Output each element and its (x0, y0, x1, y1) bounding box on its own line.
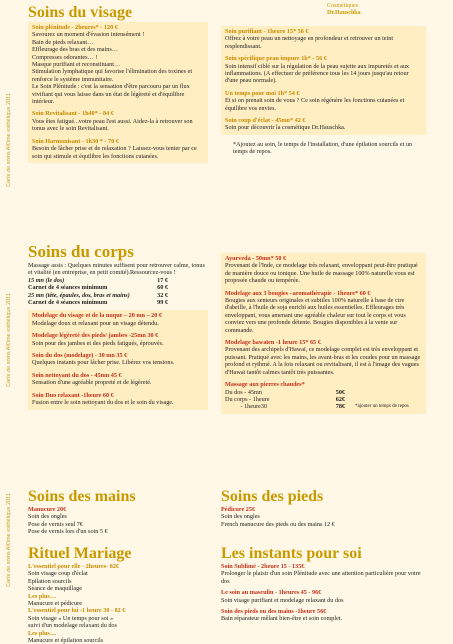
corps-item: Modelage aux 3 bougies –aromathérapie - 1heure* 60 € Bougies aux senteurs originales et subtiles 100% naturelle à base de cire d'abeille, à l'huile de soja enrichi aux huiles essentielles. Effleurages très enveloppant, vous amenant une agréable chaleur sur tout le corps et vous conviez vers une profonde détente. Bougies disponibles à la vente sur commande. (225, 289, 406, 334)
corps-title: Soins du corps (28, 242, 134, 261)
visage-item: Soin coup d'éclat - 45mn* 42 € Soin pour découvrir la cosmétique Dr.Hauschka. (225, 117, 346, 132)
corps-item: Modelage du visage et de la nuque – 20 mn – 20 € Modelage doux et relaxant pour un visage détendu. (32, 312, 162, 327)
visage-item: Soin Revitalisant - 1h40* - 84 € Vous êtes fatigué...votre peau l'est aussi. Aidez-la à retrouver son tonus avec le soin Revitalisant. (32, 110, 193, 133)
instants-section: Les instants pour soi Soin Sublimé - 2heure 15 - 135€ Prolonger le plaisir d'un soin Plénitude avec une attention particulière pour votre dos Le soin au masculin - 1heures 45 - 96€ Soin visage purifiant et modelage relaxant du dos Soin des pieds ou des mains -1heure 56€ Bain réparateur mêlant bien-être et soin complet. (221, 545, 426, 628)
visage-item: Soin purifiant - 1heure 15* 56 € Offrez à votre peau un nettoyage en profondeur et retrouver un teint resplendissant. (225, 28, 394, 50)
visage-item: Un temps pour moi 1h* 54 € Et si on prenait soin de vous ? Ce soin régénère les fonctions cutanées et équilibre vos envies. (225, 89, 405, 112)
corps-item: Massage aux pierres chaudes* Du dos - 45mn 50€ Du corps - 1heure 62€ - 1heure30 78€ *ajouter un temps de repos (225, 381, 409, 411)
pieds-title: Soins des pieds (221, 488, 324, 505)
corps-item: Soin nettoyant du dos - 45mn 45 € Sensation d'une agréable propreté et de légèreté. (32, 371, 152, 387)
mariage-section: Rituel Mariage L'essentiel pour elle - 2heures- 82€ Soin visage coup d'éclat Epilation sourcils Séance de maquillage Les plus… Manucure et pédicure L'essentiel pour lui -1 heure 30 - 82 € Soin visage « Un temps pour soi » suivi d'un modelage relaxant du dos Les plus… Manucure et épilation sourcils (28, 545, 208, 644)
corps-item: Soin du dos (modelage) - 30 mn 35 € Quelques instants pour lâcher prise. Libérez vos tensions. (32, 352, 175, 367)
instants-title: Les instants pour soi (221, 545, 362, 562)
pieds-section: Soins des pieds Pédicure 25€ Soin des ongles French manucure des pieds ou des mains 12 € (221, 488, 426, 533)
visage-right (221, 26, 426, 156)
corps-item: Ayurveda - 50mn* 50 € Provenant de l'Inde, ce modelage très relaxant, enveloppant peut-être pratiqué de manière douce ou tonique. Une huile de massage 100% naturelle vous est proposée chaude ou tempérée. (225, 255, 418, 285)
visage-title: Soins du visage (28, 4, 133, 21)
corps-right-box (221, 253, 426, 414)
corps-item: Modelage hawaïen -1 heure 15* 65 € Provenant des archipels d'Hawaï, ce modelage complet est très enveloppant et puissant. Pratiqué avec les mains, les avant-bras et les coudes pour un massage profond et rythmé. A la fois relaxant ou revitalisant, il est à l'image des vagues d'Hawaï tantôt calmes tantôt très puissantes. (225, 339, 421, 376)
visage-section (28, 4, 208, 163)
corps-prices: 15 mn (le dos) 17 € Carnet de 4 séances minimum 60 € 25 mn (tête, épaules, dos, bras et mains) 32 € Carnet de 4 séances minimum 99 € (28, 276, 168, 307)
corps-section (28, 243, 208, 410)
mariage-title: Rituel Mariage (28, 545, 132, 562)
mains-title: Soins des mains (28, 488, 136, 505)
visage-note: *Ajoutez au soin, le temps de l'installation, d'une épilation sourcils et un temps de repos. (233, 140, 413, 156)
visage-item: Soin plénitude - 2heures* - 120 € Savourez un moment d'évasion intensément ! Bain de pieds relaxant… Effleurage des bras et des mains… Compresses odorantes… ! Masque purifiant et reconstituant… Stimulation lymphatique qui favorise l'élimination des toxines et renforce le système immunitaire. Le Soin Plénitude : c'est la sensation d'être parcouru par un flux vivifiant qui vous laisse dans un état de légèreté et d'équilibre intérieur. (32, 24, 193, 106)
side-caption-2: Carte de soins AlOme esthétique 2011 (6, 293, 12, 387)
side-caption-1: Carte de soins AlOme esthétique 2011 (6, 93, 12, 187)
mains-section: Soins des mains Manucure 20€ Soin des ongles Pose de vernis seul 7€ Pose de vernis lors d'un soin 5 € (28, 488, 208, 541)
corps-item: Modelage légèreté des pieds/ jambes -25mn 30 € Soin pour des jambes et des pieds fatigués, éprouvés. (32, 332, 164, 347)
visage-right-box (221, 26, 426, 135)
corps-right (221, 253, 426, 414)
corps-item: Soin Duo relaxant -1heure 60 € Fusion entre le soin nettoyant du dos et le soin du visage. (32, 391, 174, 407)
visage-item: Soin spécifique peau impure 1h* - 56 € Soin intensif ciblé sur la régulation de la peau sujette aux impuretés et aux inflammations. (A effectuer de préférence tous les 14 jours jusqu'au retour d'une peau normale). (225, 55, 410, 85)
visage-item: Soin Harmonisant - 1h30 * - 70 € Besoin de lâcher prise et de relaxation ? Laissez-vous tenter par ce soin qui stimule et équilibre les fonctions cutanées. (32, 137, 197, 160)
visage-left-box (28, 22, 208, 163)
corps-intro: Massage assis : Quelques minutes suffisent pour retrouver calme, tonus et vitalité (en entreprise, en petit comité).Ressourcez-vous ! (28, 262, 205, 277)
side-caption-3: Carte de soins AlOme esthétique 2011 (6, 493, 12, 587)
brand-label: Cosmétiques Dr.Hauschka (327, 3, 361, 16)
corps-left-box (28, 310, 208, 409)
